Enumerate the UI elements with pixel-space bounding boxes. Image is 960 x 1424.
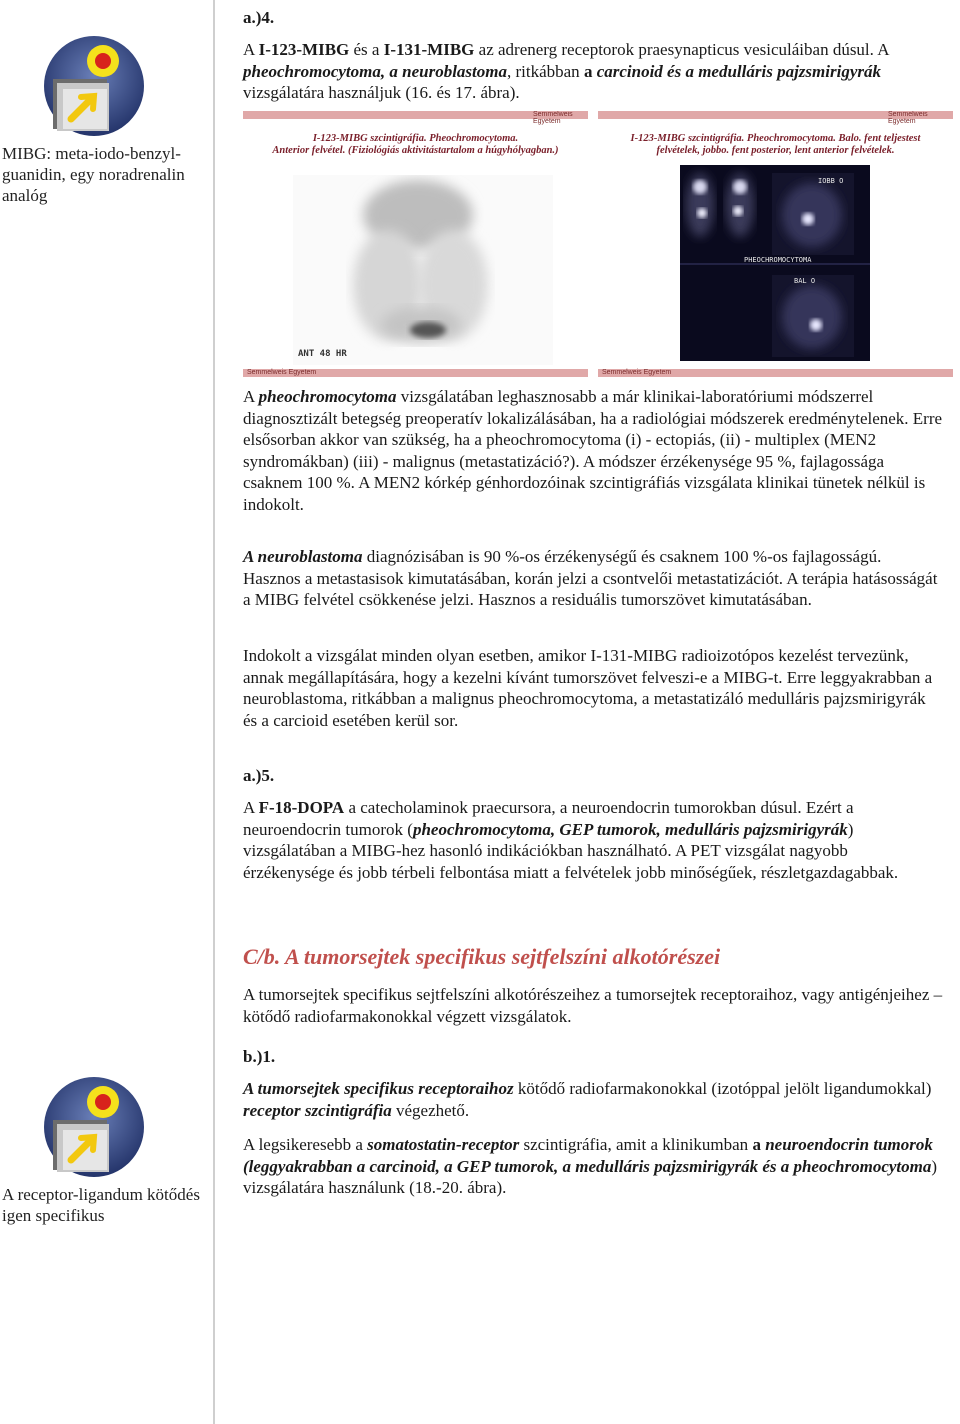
figure-right-caption-2: felvételek, jobbo. fent posterior, lent anterior felvételek. [656, 145, 895, 156]
text: és a [349, 40, 384, 59]
paragraph-cb-intro: A tumorsejtek specifikus sejtfelszíni alkotórészeihez a tumorsejtek receptoraihoz, vagy antigénjeihez – kötődő radiofarmakonokkal végzett vizsgálatok. [243, 985, 943, 1026]
section-neuro [243, 546, 943, 611]
scan-label-pheo: PHEOCHROMOCYTOMA [744, 256, 812, 264]
text: ) vizsgálatában a MIBG-hez hasonló indikációkban használható. A PET vizsgálat nagyobb érzékenysége és jobb térbeli felbontása miatt a felvételek jobb minőségűek, részletgazdagabbak. [243, 819, 899, 882]
term-i131: I-131-MIBG [383, 40, 475, 59]
text: vizsgálatában leghasznosabb a már klinikai-laboratóriumi módszerrel diagnosztizált betegség preoperatív lokalizálásában, ha a radiológiai módszerek eredménytelenek. Erre elsősorban akkor van szükség, ha a pheochromocytoma (i) - ectopiás, (ii) - multiplex (MEN2 syndromákban) (iii) - malignus (metastatizáció?). A módszer érzékenysége 95 %, fajlagossága csaknem 100 %. A MEN2 kórkép génhordozóinak szcintigráfiás vizsgálata klinikai tünetek nélkül is indokolt. [243, 387, 943, 514]
slide-header-text: Semmelweis Egyetem [533, 111, 573, 125]
section-a5 [243, 766, 943, 883]
heading-b1: b.)1. [243, 1047, 276, 1066]
mibg-anterior-scan-image [293, 175, 553, 365]
paragraph-somatostatin [243, 1134, 943, 1199]
section-b1 [243, 1047, 943, 1199]
figure-left-caption-2: Anterior felvétel. (Fiziológiás aktivitástartalom a húgyhólyagban.) [272, 145, 559, 156]
text: a catecholaminok praecursora, a neuroendocrin tumorokban dúsul. Ezért a neuroendocrin tumorok ( [243, 798, 854, 839]
text: vizsgálatára használjuk (16. és 17. ábra). [243, 83, 520, 102]
term-somatostatin: somatostatin-receptor [367, 1135, 520, 1154]
term-pheo-neuro: pheochromocytoma, a neuroblastoma [243, 61, 507, 81]
text: A [243, 798, 259, 817]
arrow-note-icon-2 [43, 1076, 145, 1178]
text: kötődő radiofarmakonokkal (izotóppal jelölt ligandumokkal) [513, 1079, 932, 1098]
heading-a4: a.)4. [243, 8, 275, 27]
term-carcinoid: carcinoid és a medulláris pajzsmirigyrák [596, 61, 881, 81]
paragraph-neuro [243, 546, 943, 611]
scan-label-bal: BAL O [794, 277, 816, 285]
paragraph-f18dopa [243, 797, 943, 883]
arrow-note-icon [43, 35, 145, 137]
section-pheo [243, 386, 943, 515]
text-bold: a [752, 1135, 761, 1154]
term-neuroendocrine-tumors: neuroendocrin tumorok (leggyakrabban a carcinoid, a GEP tumorok, a medulláris pajzsmirigyrák és a pheochromocytoma [243, 1135, 933, 1176]
paragraph-receptor [243, 1078, 943, 1121]
text: végezhető. [391, 1100, 470, 1120]
text: diagnózisában is 90 %-os érzékenységű és csaknem 100 %-os fajlagosságú. Hasznos a metastasisok kimutatásában, korán jelzi a csontvelői metastatizációt. A terápia hatásosságát a MIBG felvétel csökkenése jelzi. Hasznos a residuális tumorszövet kimutatásában. [243, 547, 938, 609]
sidebar-note-receptor: A receptor-ligandum kötődés igen specifikus [2, 1185, 200, 1225]
slide-footer-text: Semmelweis Egyetem [602, 369, 672, 376]
text: az adrenerg receptorok praesynapticus vesiculáiban dúsul. A [474, 40, 889, 59]
slide-footer-text: Semmelweis Egyetem [247, 369, 317, 376]
figure-right-scan [598, 111, 953, 377]
paragraph-mibg [243, 39, 943, 104]
term-neuroblastoma: A neuroblastoma [243, 547, 363, 566]
text: , ritkábban [506, 61, 584, 81]
scan-label-ant: ANT 48 HR [298, 349, 347, 359]
section-a4 [243, 8, 943, 104]
term-f18-dopa: F-18-DOPA [258, 798, 345, 817]
sidebar-note-mibg: MIBG: meta-iodo-benzyl-guanidin, egy noradrenalin analóg [2, 144, 185, 205]
text: A legsikeresebb a [243, 1135, 368, 1154]
sidebar-divider [213, 0, 215, 1424]
term-i123: I-123-MIBG [258, 40, 350, 59]
figure-left-caption-1: I-123-MIBG szcintigráfia. Pheochromocytoma. [312, 133, 519, 144]
paragraph-indokolt: Indokolt a vizsgálat minden olyan esetben, amikor I-131-MIBG radioizotópos kezelést tervezünk, annak megállapítására, hogy a kezelni kívánt tumorszövet felveszi-e a MIBG-t. Erre leggyakrabban a neuroblastoma, ritkábban a malignus pheochromocytoma, a metastatizáló medulláris pajzsmirigyrák és a carcioid esetében kerül sor. [243, 646, 933, 730]
text: A [243, 387, 259, 406]
section-cb [243, 944, 943, 1027]
term-pheo: pheochromocytoma [258, 387, 397, 406]
term-receptors: A tumorsejtek specifikus receptoraihoz [243, 1079, 514, 1098]
figure-right-caption-1: I-123-MIBG szcintigráfia. Pheochromocytoma. Balo. fent teljestest [630, 133, 921, 144]
heading-a5: a.)5. [243, 766, 275, 785]
section-indokolt [243, 645, 943, 731]
term-neuroendocrine-list: pheochromocytoma, GEP tumorok, medulláris pajzsmirigyrák [412, 819, 848, 839]
figure-left-scan [243, 111, 588, 377]
term-receptor-scintigraphy: receptor szcintigráfia [243, 1100, 392, 1120]
text: A [243, 40, 259, 59]
text: szcintigráfia, amit a klinikumban [519, 1135, 753, 1154]
section-title-cb: C/b. A tumorsejtek specifikus sejtfelszíni alkotórészei [243, 944, 721, 969]
text: ) vizsgálatára használunk (18.-20. ábra). [243, 1156, 938, 1197]
text-bold: a [583, 61, 593, 81]
paragraph-pheo [243, 386, 943, 515]
slide-header-text: Semmelweis Egyetem [888, 111, 928, 125]
scan-label-post: IOBB O [818, 177, 844, 185]
